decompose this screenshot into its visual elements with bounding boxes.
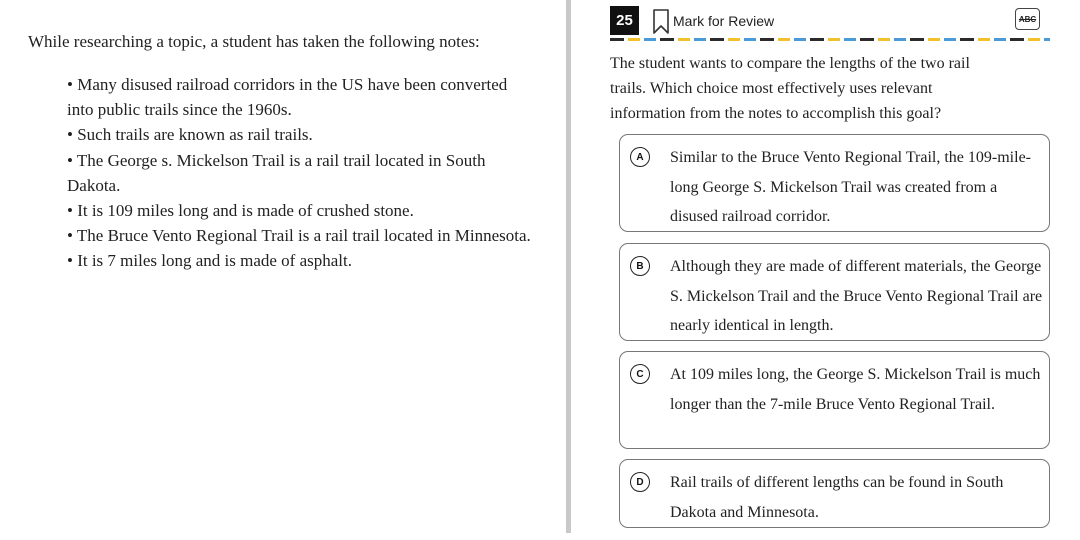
choice-letter-c: C xyxy=(630,364,650,384)
answer-choice-d[interactable] xyxy=(619,459,1050,528)
abc-strikethrough-icon[interactable]: ABC xyxy=(1015,8,1040,30)
question-number: 25 xyxy=(610,6,639,35)
choice-text-c: At 109 miles long, the George S. Mickelson Trail is much longer than the 7-mile Bruce Vento Regional Trail. xyxy=(670,366,1041,413)
question-pane xyxy=(571,0,1080,540)
choice-text-a: Similar to the Bruce Vento Regional Trail, the 109-mile-long George S. Mickelson Trail was created from a disused railroad corridor. xyxy=(670,149,1031,225)
note-item: • The George s. Mickelson Trail is a rail trail located in South Dakota. xyxy=(67,150,486,195)
question-header xyxy=(610,6,1050,41)
note-item: • It is 109 miles long and is made of crushed stone. xyxy=(67,201,414,221)
choice-text-d: Rail trails of different lengths can be found in South Dakota and Minnesota. xyxy=(670,474,1004,521)
notes-list xyxy=(67,72,537,274)
question-stem: The student wants to compare the lengths of the two rail trails. Which choice most effectively uses relevant information from the notes to accomplish this goal? xyxy=(610,55,970,122)
answer-choice-c[interactable] xyxy=(619,351,1050,449)
note-item: • Such trails are known as rail trails. xyxy=(67,125,313,145)
answer-choice-a[interactable] xyxy=(619,134,1050,232)
mark-for-review-button[interactable]: Mark for Review xyxy=(673,13,775,29)
choice-letter-b: B xyxy=(630,256,650,276)
bookmark-icon[interactable] xyxy=(652,9,670,35)
choice-letter-a: A xyxy=(630,147,650,167)
passage-intro: While researching a topic, a student has taken the following notes: xyxy=(28,32,480,51)
answer-choice-b[interactable] xyxy=(619,243,1050,341)
note-item: • The Bruce Vento Regional Trail is a rail trail located in Minnesota. xyxy=(67,226,531,246)
choice-text-b: Although they are made of different materials, the George S. Mickelson Trail and the Bruce Vento Regional Trail are nearly identical in length. xyxy=(670,258,1043,334)
note-item: • Many disused railroad corridors in the US have been converted into public trails since the 1960s. xyxy=(67,75,508,120)
header-divider xyxy=(610,38,1050,41)
note-item: • It is 7 miles long and is made of asphalt. xyxy=(67,251,352,271)
choice-letter-d: D xyxy=(630,472,650,492)
